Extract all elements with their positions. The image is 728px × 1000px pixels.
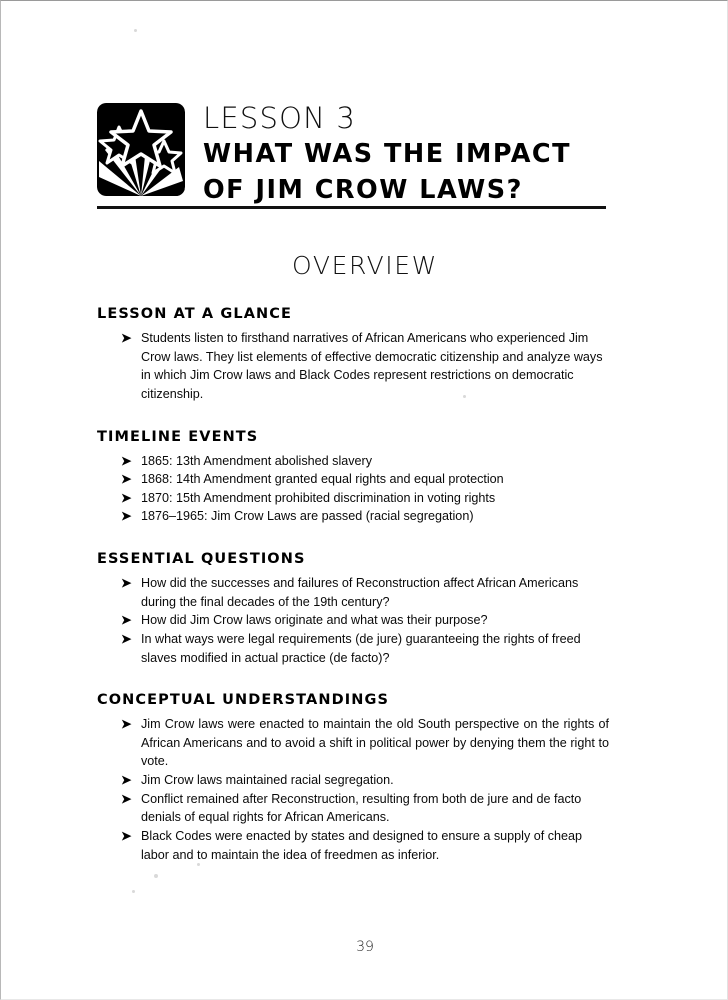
arrow-bullet-icon: ➤ <box>121 490 132 505</box>
list-item-text: 1876–1965: Jim Crow Laws are passed (racial segregation) <box>141 509 474 524</box>
list-item-text: Conflict remained after Reconstruction, resulting from both de jure and de facto denials of equal rights for African Americans. <box>141 791 582 825</box>
section-conceptual-understandings <box>97 692 609 864</box>
bullet-list <box>97 329 609 404</box>
lesson-number: LESSON 3 <box>203 101 357 135</box>
section-heading: LESSON AT A GLANCE <box>97 306 293 322</box>
section-heading: CONCEPTUAL UNDERSTANDINGS <box>97 692 389 709</box>
section-spacer <box>97 404 609 429</box>
section-heading: ESSENTIAL QUESTIONS <box>97 551 306 567</box>
list-item-text: How did Jim Crow laws originate and what was their purpose? <box>141 613 488 628</box>
bullet-list <box>97 452 609 527</box>
arrow-bullet-icon: ➤ <box>121 828 132 843</box>
list-item <box>97 771 609 790</box>
masthead-divider <box>97 206 606 209</box>
list-item <box>97 507 609 526</box>
lesson-title-line-1: WHAT WAS THE IMPACT <box>203 139 572 170</box>
lesson-masthead <box>97 101 607 206</box>
arrow-bullet-icon: ➤ <box>121 331 132 345</box>
arrow-bullet-icon: ➤ <box>121 472 132 487</box>
arrow-bullet-icon: ➤ <box>121 773 132 787</box>
section-lesson-at-a-glance <box>97 306 609 404</box>
scan-artifact <box>154 874 158 878</box>
section-essential-questions <box>97 551 609 667</box>
list-item <box>97 574 609 611</box>
arrow-bullet-icon: ➤ <box>121 717 132 732</box>
list-item <box>97 489 609 508</box>
arrow-bullet-icon: ➤ <box>121 613 132 628</box>
list-item <box>97 470 609 489</box>
arrow-bullet-icon: ➤ <box>121 631 132 646</box>
bullet-list <box>97 715 609 864</box>
page-number: 39 <box>356 939 374 955</box>
arrow-bullet-icon: ➤ <box>121 791 132 806</box>
arrow-bullet-icon: ➤ <box>121 509 132 524</box>
arrow-bullet-icon: ➤ <box>121 576 132 590</box>
scan-artifact <box>134 29 137 32</box>
lesson-title-line-2: OF JIM CROW LAWS? <box>203 174 523 205</box>
list-item-text: Jim Crow laws were enacted to maintain the old South perspective on the rights of African Americans and to avoid a shift in political power by denying them the right to vote. <box>141 717 609 769</box>
stars-burst-icon <box>97 103 185 196</box>
bullet-list <box>97 574 609 667</box>
list-item-text: Jim Crow laws maintained racial segregation. <box>141 773 394 787</box>
list-item-text: How did the successes and failures of Reconstruction affect African Americans during the final decades of the 19th century? <box>141 576 579 609</box>
list-item-text: 1865: 13th Amendment abolished slavery <box>141 453 373 468</box>
list-item-text: In what ways were legal requirements (de jure) guaranteeing the rights of freed slaves modified in actual practice (de facto)? <box>141 631 581 665</box>
list-item-text: Black Codes were enacted by states and designed to ensure a supply of cheap labor and to maintain the idea of freedmen as inferior. <box>141 828 583 862</box>
lesson-content <box>97 306 609 864</box>
section-timeline-events <box>97 429 609 527</box>
overview-heading: OVERVIEW <box>292 251 438 280</box>
list-item <box>97 715 609 771</box>
list-item <box>97 790 609 827</box>
section-spacer <box>97 526 609 551</box>
section-heading: TIMELINE EVENTS <box>97 428 259 445</box>
list-item <box>97 611 609 630</box>
arrow-bullet-icon: ➤ <box>121 453 132 468</box>
list-item-text: Students listen to firsthand narratives of African Americans who experienced Jim Crow laws. They list elements of effective democratic citizenship and analyze ways in which Jim Crow laws and Black Codes represent restrictions on democratic citizenship. <box>141 331 603 401</box>
list-item <box>97 630 609 667</box>
list-item-text: 1868: 14th Amendment granted equal rights and equal protection <box>141 472 504 487</box>
list-item-text: 1870: 15th Amendment prohibited discrimination in voting rights <box>141 490 496 505</box>
list-item <box>97 329 609 404</box>
list-item <box>97 452 609 471</box>
scan-artifact <box>132 890 135 893</box>
list-item <box>97 827 609 864</box>
section-spacer <box>97 667 609 692</box>
lesson-title-block <box>203 101 571 206</box>
